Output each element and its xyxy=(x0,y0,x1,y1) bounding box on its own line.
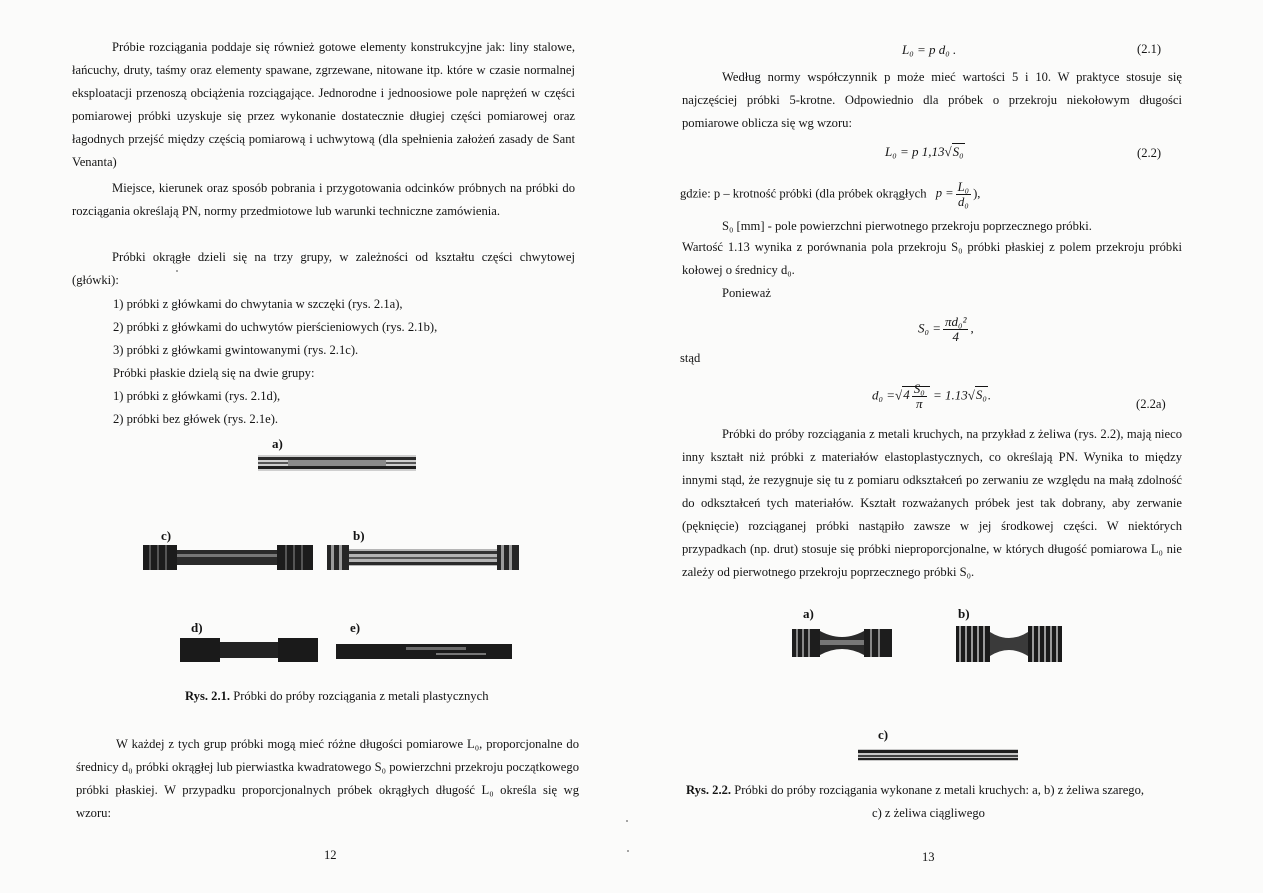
flat-intro: Próbki płaskie dzielą się na dwie grupy: xyxy=(113,366,315,380)
fig-2-2-caption-line-2: c) z żeliwa ciągliwego xyxy=(872,806,985,820)
equation-2-2-number: (2.2) xyxy=(1137,146,1162,160)
fig-2-1-caption: Rys. 2.1. Próbki do próby rozciągania z metali plastycznych xyxy=(185,689,489,703)
ponieważ-text: Ponieważ xyxy=(722,286,771,300)
s0-definition: S₀ [mm] - pole powierzchni pierwotnego przekroju poprzecznego próbki. xyxy=(722,219,1092,233)
scan-speck xyxy=(626,820,628,822)
specimen-c-image xyxy=(143,545,313,570)
specimen-b-image xyxy=(327,545,519,570)
fig-2-2-label-c: c) xyxy=(878,727,889,742)
left-paragraph-3: Próbki okrągłe dzieli się na trzy grupy, w zależności od kształtu części chwytowej (główki): xyxy=(72,250,575,287)
list-flat-item-1: 1) próbki z główkami (rys. 2.1d), xyxy=(113,389,281,403)
equation-s0: S₀ = $\frac{\text{πd₀²}}{4}$ , xyxy=(918,314,974,344)
specimen-a-image xyxy=(258,455,416,471)
equation-2-1: L₀ = p d₀ . xyxy=(902,42,957,57)
equation-2-1-number: (2.1) xyxy=(1137,42,1162,56)
specimen-cast-c-image xyxy=(858,748,1018,762)
scan-speck xyxy=(627,850,629,852)
specimen-cast-a-image xyxy=(792,625,892,661)
equation-2-2a: d₀ =√4 $\frac{\text{S₀}}{\pi}$ = 1.13√S₀. xyxy=(872,381,992,411)
stad-text: stąd xyxy=(680,351,701,365)
right-paragraph-2: Próbki do próby rozciągania z metali kruchych, na przykład z żeliwa (rys. 2.2), mają nieco inny kształt niż próbki z materiałów elastoplastycznych, co określają PN. Wynika to między innymi stąd, że rezygnuje się tu z pomiaru odkształceń po zerwaniu ze względu na małą zdolność do odkształceń tych materiałów. Kształt rozważanych próbek jest tak dobrany, aby zerwanie (pęknięcie) rozciąganej próbki nastąpiło zawsze w jej środkowej części. W niektórych przypadkach (np. drut) stosuje się próbki nieproporcjonalne, w których długość pomiarowa L₀ nie zależy od pierwotnego przekroju poprzecznego próbki S₀. xyxy=(682,427,1182,579)
fig-2-2-label-a: a) xyxy=(803,606,814,621)
fig-2-1-label-c: c) xyxy=(161,528,172,543)
page-number-left: 12 xyxy=(324,848,337,862)
fig-2-2-label-b: b) xyxy=(958,606,970,621)
scan-speck xyxy=(176,270,178,272)
list-round-item-2: 2) próbki z główkami do uchwytów pierścieniowych (rys. 2.1b), xyxy=(113,320,438,334)
list-flat-item-2: 2) próbki bez główek (rys. 2.1e). xyxy=(113,412,279,426)
fig-2-1-label-a: a) xyxy=(272,436,283,451)
right-paragraph-1: Według normy współczynnik p może mieć wartości 5 i 10. W praktyce stosuje się najczęściej próbki 5-krotne. Odpowiednio dla próbek o przekroju niekołowym długości pomiarowe oblicza się wg wzoru: xyxy=(682,70,1182,130)
page-number-right: 13 xyxy=(922,850,935,864)
fig-2-2-caption-line-1: Rys. 2.2. Próbki do próby rozciągania wykonane z metali kruchych: a, b) z żeliwa szarego, xyxy=(686,783,1145,797)
equation-2-2a-number: (2.2a) xyxy=(1136,397,1166,411)
specimen-e-image xyxy=(336,644,512,659)
equation-2-2: L₀ = p 1,13√S₀ xyxy=(885,144,964,159)
left-paragraph-4: W każdej z tych grup próbki mogą mieć różne długości pomiarowe L₀, proporcjonalne do średnicy d₀ próbki okrągłej lub pierwiastka kwadratowego S₀ powierzchni przekroju początkowego próbki płaskiej. W przypadku proporcjonalnych próbek okrągłych długość L₀ określa się wg wzoru: xyxy=(76,737,579,820)
right-page xyxy=(640,0,1263,893)
list-round-item-3: 3) próbki z główkami gwintowanymi (rys. 2.1c). xyxy=(113,343,359,357)
where-line: gdzie: p – krotność próbki (dla próbek okrągłych p = $\frac{\text{L₀}}{\text{d₀}}$ ), xyxy=(680,180,981,209)
fig-2-1-label-b: b) xyxy=(353,528,365,543)
specimen-cast-b-image xyxy=(956,624,1062,664)
fig-2-1-label-d: d) xyxy=(191,620,203,635)
value-explanation: Wartość 1.13 wynika z porównania pola przekroju S₀ próbki płaskiej z polem przekroju próbki kołowej o średnicy d₀. xyxy=(682,240,1182,277)
left-paragraph-1: Próbie rozciągania poddaje się również gotowe elementy konstrukcyjne jak: liny stalowe, łańcuchy, druty, taśmy oraz elementy spawane, zgrzewane, nitowane itp. które w czasie normalnej eksploatacji przenoszą obciążenia rozciągające. Jednorodne i jednoosiowe pole naprężeń w części pomiarowej próbki uzyskuje się przez wykonanie dostatecznie długiej części pomiarowej oraz łagodnych przejść między częścią pomiarową i uchwytową (dla spełnienia założeń zasady de Sant Venanta) xyxy=(72,40,575,169)
fig-2-1-label-e: e) xyxy=(350,620,361,635)
left-paragraph-2: Miejsce, kierunek oraz sposób pobrania i przygotowania odcinków próbnych na próbki do rozciągania określają PN, normy przedmiotowe lub warunki techniczne zamówienia. xyxy=(72,181,575,218)
specimen-d-image xyxy=(180,638,318,662)
list-round-item-1: 1) próbki z główkami do chwytania w szczęki (rys. 2.1a), xyxy=(113,297,403,311)
